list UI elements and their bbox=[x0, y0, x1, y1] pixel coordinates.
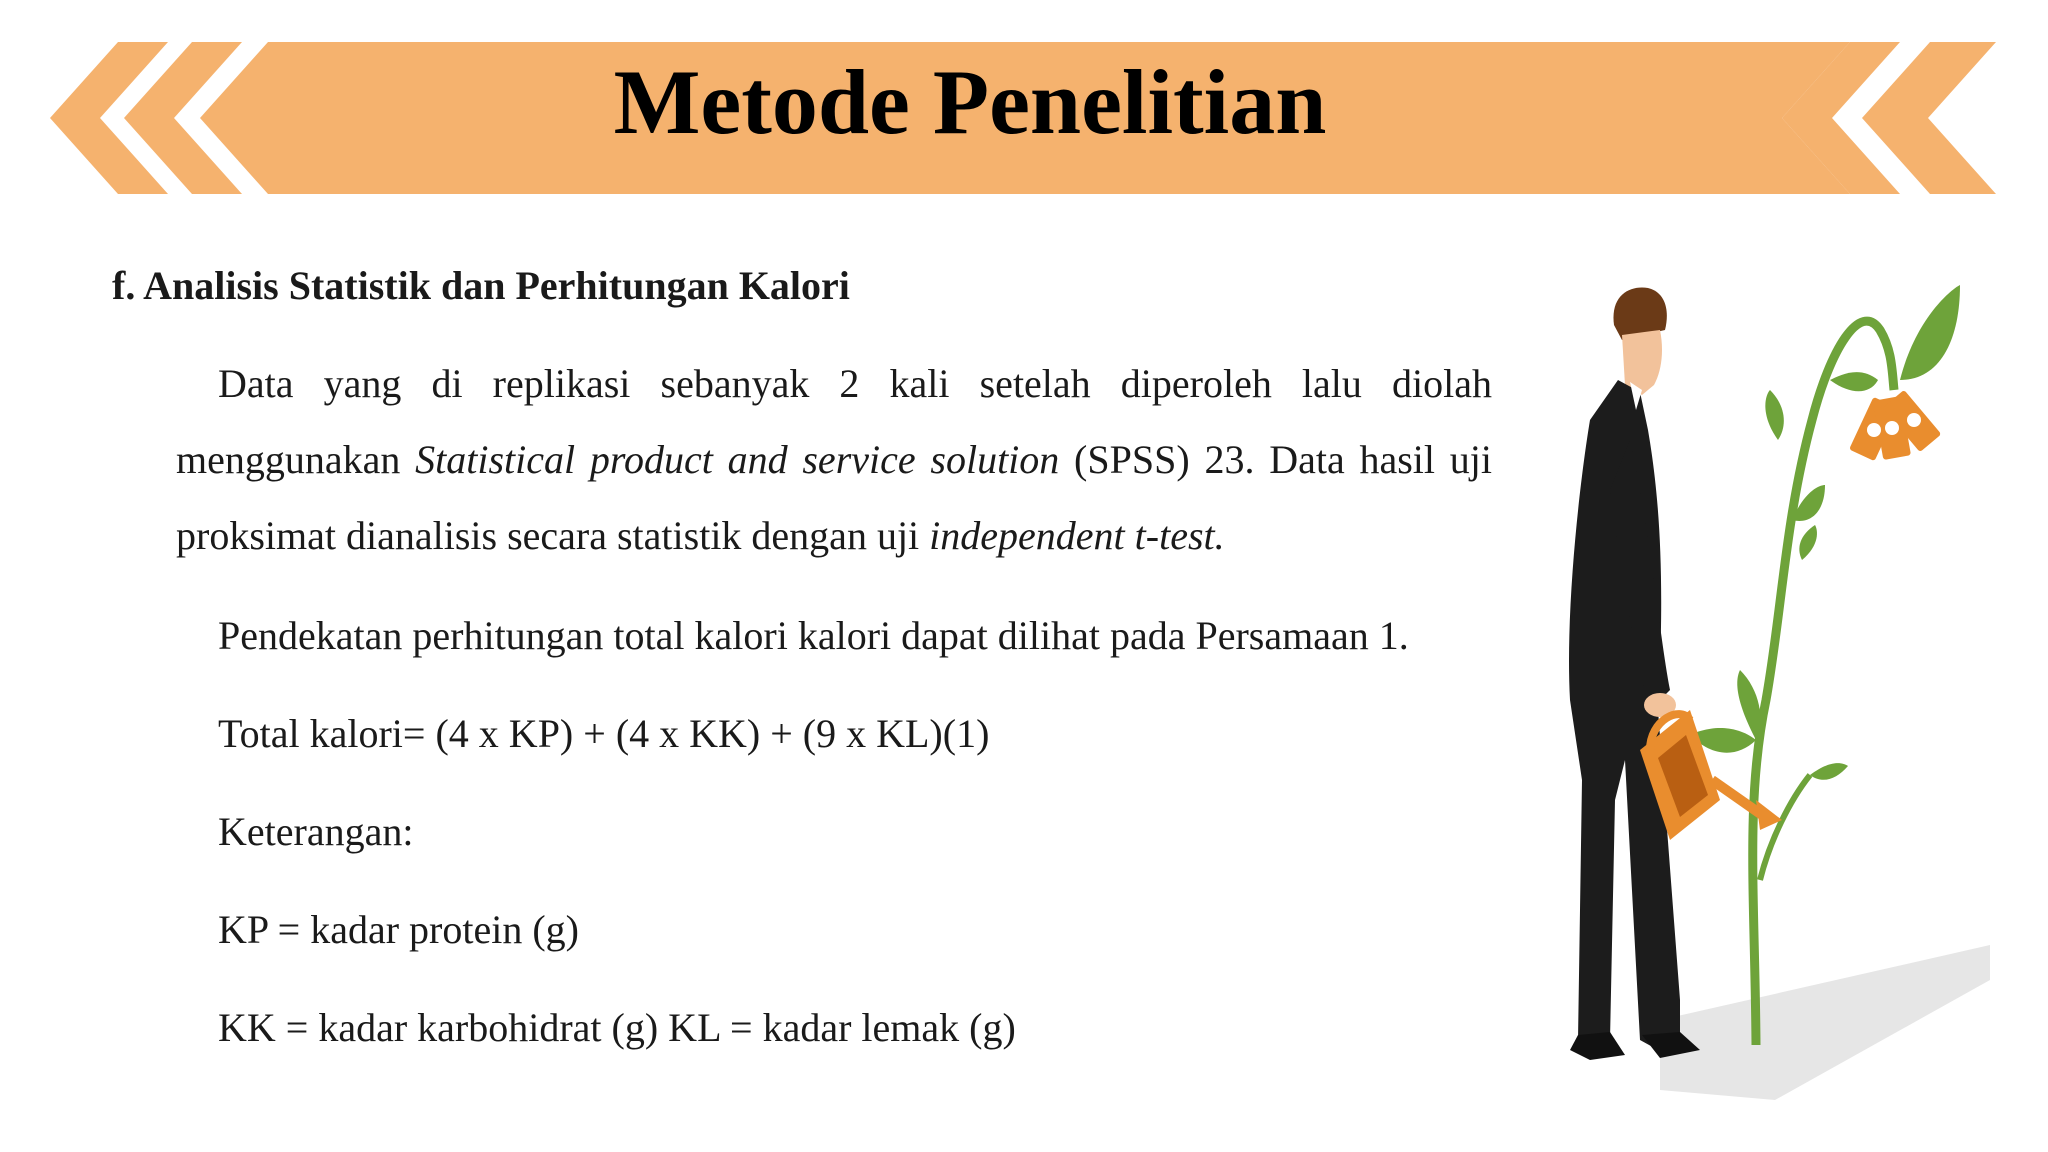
italic-term: Statistical product and service solution bbox=[415, 437, 1060, 482]
section-heading: f. Analisis Statistik dan Perhitungan Kalori bbox=[112, 263, 850, 308]
businessman-watering-plant-illustration bbox=[1530, 280, 2000, 1110]
paragraph-text: (SPSS) 23. Data hasil uji proksimat dianalisis secara statistik dengan uji bbox=[176, 437, 1493, 558]
shoe-left bbox=[1570, 1032, 1625, 1060]
paragraph-text: Data yang di replikasi sebanyak 2 kali setelah diperoleh lalu diolah menggunakan bbox=[176, 361, 1492, 482]
legend-heading: Keterangan: bbox=[218, 809, 414, 854]
plant-branch bbox=[1760, 775, 1810, 880]
ground-shadow bbox=[1660, 945, 1990, 1100]
slide-title: Metode Penelitian bbox=[613, 51, 1327, 153]
legend-line-kp: KP = kadar protein (g) bbox=[218, 907, 579, 952]
money-bills-icon bbox=[1849, 390, 1941, 461]
legend-line-kk-kl: KK = kadar karbohidrat (g) KL = kadar lemak (g) bbox=[218, 1005, 1016, 1050]
face bbox=[1622, 330, 1662, 395]
paragraph-spss bbox=[176, 346, 1492, 574]
italic-term: independent t-test. bbox=[929, 513, 1225, 558]
paragraph-calorie: Pendekatan perhitungan total kalori kalori dapat dilihat pada Persamaan 1. bbox=[218, 613, 1409, 658]
plant-leaves bbox=[1690, 285, 1960, 780]
equation: Total kalori= (4 x KP) + (4 x KK) + (9 x KL)(1) bbox=[218, 711, 990, 756]
businessman-figure bbox=[1569, 287, 1700, 1060]
